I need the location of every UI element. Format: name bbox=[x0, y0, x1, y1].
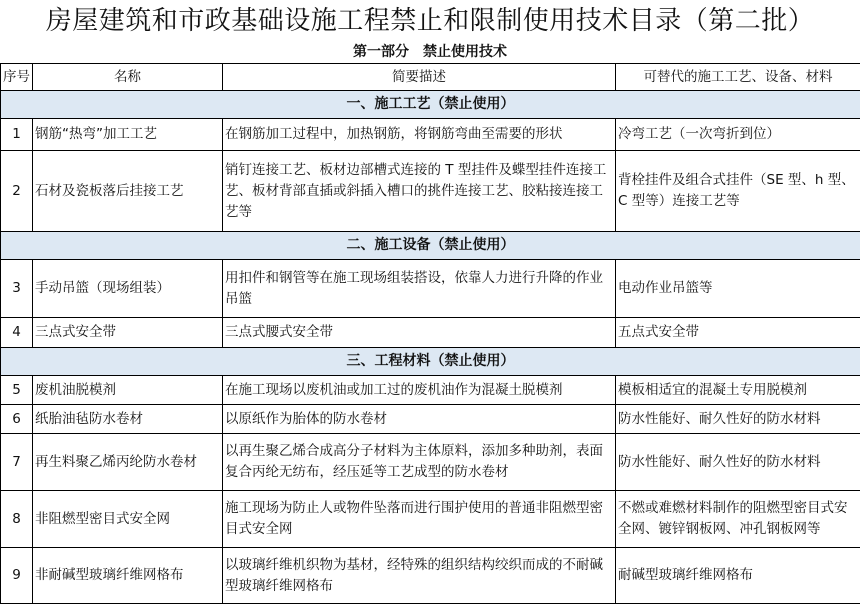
row-alternative: 防水性能好、耐久性好的防水材料 bbox=[616, 434, 860, 491]
document-title: 房屋建筑和市政基础设施工程禁止和限制使用技术目录（第二批） bbox=[45, 6, 815, 36]
row-description: 在钢筋加工过程中，加热钢筋，将钢筋弯曲至需要的形状 bbox=[223, 119, 616, 151]
row-name: 废机油脱模剂 bbox=[33, 376, 223, 405]
row-name: 纸胎油毡防水卷材 bbox=[33, 405, 223, 434]
row-number: 8 bbox=[1, 491, 33, 548]
row-name: 石材及瓷板落后挂接工艺 bbox=[33, 151, 223, 232]
table-row bbox=[1, 434, 860, 491]
row-name: 三点式安全带 bbox=[33, 318, 223, 348]
row-alternative: 电动作业吊篮等 bbox=[616, 260, 860, 318]
section-row bbox=[1, 348, 860, 376]
table-row bbox=[1, 119, 860, 151]
row-description: 在施工现场以废机油或加工过的废机油作为混凝土脱模剂 bbox=[223, 376, 616, 405]
row-description: 施工现场为防止人或物件坠落而进行围护使用的普通非阻燃型密目式安全网 bbox=[223, 491, 616, 548]
header-desc: 简要描述 bbox=[223, 64, 616, 91]
section-title: 三、工程材料（禁止使用） bbox=[1, 348, 860, 376]
row-name: 再生料聚乙烯丙纶防水卷材 bbox=[33, 434, 223, 491]
row-description: 销钉连接工艺、板材边部槽式连接的 T 型挂件及蝶型挂件连接工艺、板材背部直插或斜插入槽口的挑件连接工艺、胶粘接连接工艺等 bbox=[223, 151, 616, 232]
row-alternative: 五点式安全带 bbox=[616, 318, 860, 348]
row-description: 三点式腰式安全带 bbox=[223, 318, 616, 348]
section-title: 二、施工设备（禁止使用） bbox=[1, 232, 860, 260]
row-alternative: 冷弯工艺（一次弯折到位） bbox=[616, 119, 860, 151]
part-title: 第一部分 禁止使用技术 bbox=[353, 44, 507, 60]
section-row bbox=[1, 232, 860, 260]
table-row bbox=[1, 318, 860, 348]
row-alternative: 模板相适宜的混凝土专用脱模剂 bbox=[616, 376, 860, 405]
table-row bbox=[1, 405, 860, 434]
row-number: 2 bbox=[1, 151, 33, 232]
row-description: 以玻璃纤维机织物为基材，经特殊的组织结构绞织而成的不耐碱型玻璃纤维网格布 bbox=[223, 548, 616, 604]
table-row bbox=[1, 491, 860, 548]
row-name: 手动吊篮（现场组装） bbox=[33, 260, 223, 318]
section-row bbox=[1, 91, 860, 119]
header-no: 序号 bbox=[1, 64, 33, 91]
row-description: 以再生聚乙烯合成高分子材料为主体原料，添加多种助剂，表面复合丙纶无纺布，经压延等工艺成型的防水卷材 bbox=[223, 434, 616, 491]
table-row bbox=[1, 376, 860, 405]
section-title: 一、施工工艺（禁止使用） bbox=[1, 91, 860, 119]
row-name: 非阻燃型密目式安全网 bbox=[33, 491, 223, 548]
technology-catalog-table bbox=[0, 63, 860, 604]
table-row bbox=[1, 548, 860, 604]
row-number: 1 bbox=[1, 119, 33, 151]
row-number: 6 bbox=[1, 405, 33, 434]
row-number: 7 bbox=[1, 434, 33, 491]
row-number: 9 bbox=[1, 548, 33, 604]
row-alternative: 耐碱型玻璃纤维网格布 bbox=[616, 548, 860, 604]
row-description: 用扣件和钢管等在施工现场组装搭设，依靠人力进行升降的作业吊篮 bbox=[223, 260, 616, 318]
row-name: 非耐碱型玻璃纤维网格布 bbox=[33, 548, 223, 604]
row-alternative: 不燃或难燃材料制作的阻燃型密目式安全网、镀锌钢板网、冲孔钢板网等 bbox=[616, 491, 860, 548]
row-number: 3 bbox=[1, 260, 33, 318]
header-alt: 可替代的施工工艺、设备、材料 bbox=[616, 64, 860, 91]
table-row bbox=[1, 260, 860, 318]
row-number: 5 bbox=[1, 376, 33, 405]
header-name: 名称 bbox=[33, 64, 223, 91]
table-row bbox=[1, 151, 860, 232]
row-description: 以原纸作为胎体的防水卷材 bbox=[223, 405, 616, 434]
row-alternative: 背栓挂件及组合式挂件（SE 型、h 型、C 型等）连接工艺等 bbox=[616, 151, 860, 232]
row-number: 4 bbox=[1, 318, 33, 348]
row-alternative: 防水性能好、耐久性好的防水材料 bbox=[616, 405, 860, 434]
row-name: 钢筋“热弯”加工工艺 bbox=[33, 119, 223, 151]
table-header-row bbox=[1, 64, 860, 91]
